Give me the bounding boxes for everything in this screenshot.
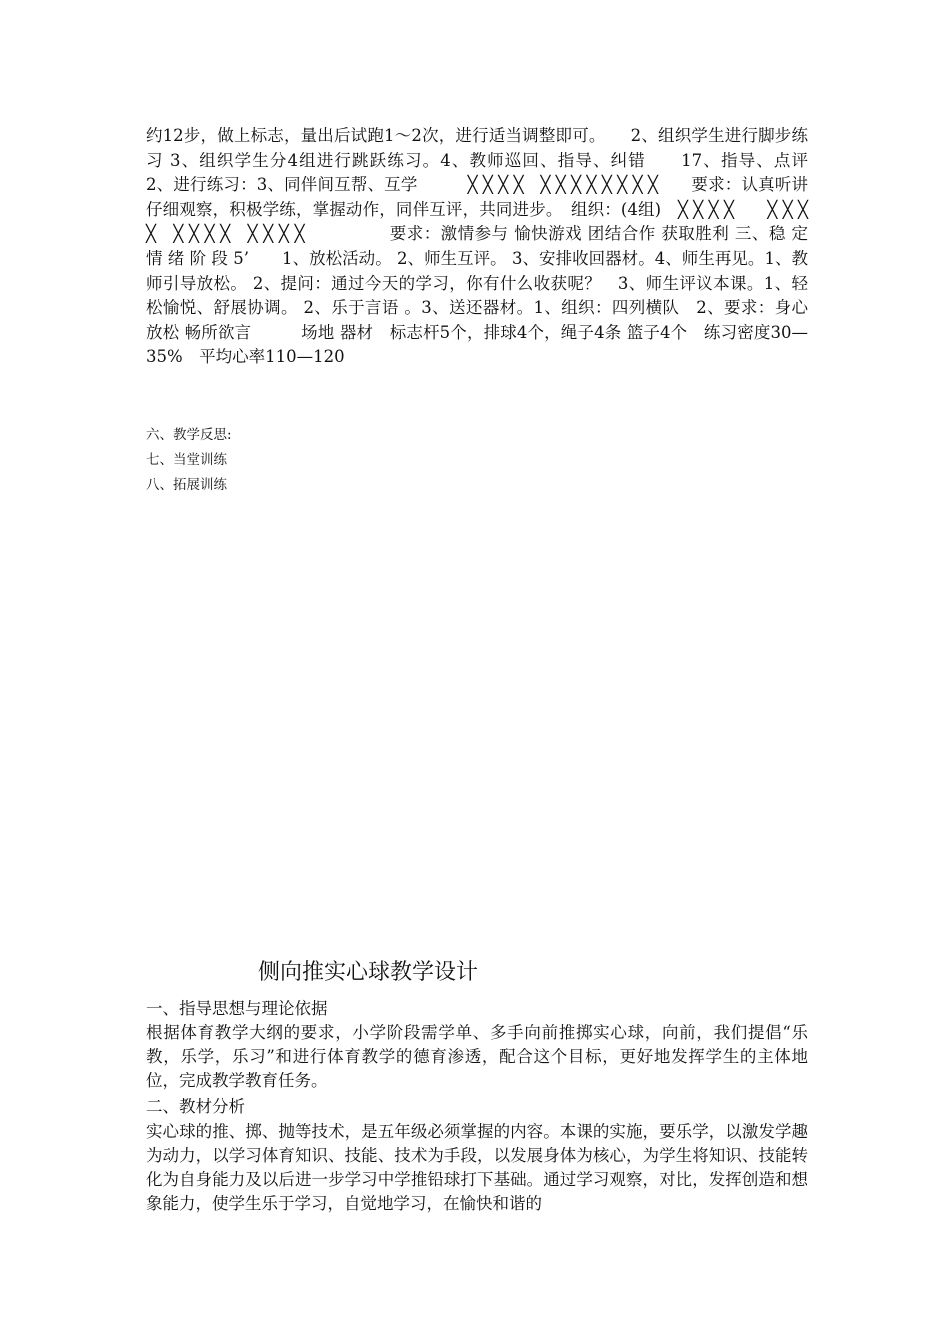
section-item-class-training: 七、当堂训练 bbox=[146, 452, 227, 468]
section1-heading: 一、指导思想与理论依据 bbox=[146, 999, 328, 1018]
section-item-extension-training: 八、拓展训练 bbox=[146, 477, 227, 493]
section1-body: 根据体育教学大纲的要求，小学阶段需学单、多手向前推掷实心球，向前，我们提倡“乐教，乐学，乐习”和进行体育教学的德育渗透，配合这个目标，更好地发挥学生的主体地位，完成教学教育任务。 bbox=[146, 1023, 808, 1090]
continued-lesson-paragraph: 约12步，做上标志，量出后试跑1～2次，进行适当调整即可。 2、组织学生进行脚步练习 3、组织学生分4组进行跳跃练习。4、教师巡回、指导、纠错 17、指导、点评 2、进行练习：3、同伴间互帮、互学 ╳ ╳ ╳ ╳ ╳ ╳ ╳ ╳ ╳ ╳ ╳ ╳ 要求：认真听讲 仔细观察，积极学练，掌握动作，同伴互评，共同进步。 组织：(4组) ╳ ╳ ╳ ╳ ╳ ╳ ╳ ╳ ╳ ╳ ╳ ╳ ╳ ╳ ╳ ╳ 要求：激情参与 愉快游戏 团结合作 获取胜利 三、稳 定 情 绪 阶 段 5’ 1、放松活动。 2、师生互评。 3、安排收回器材。4、师生再见。1、教师引导放松。 2、提问：通过今天的学习，你有什么收获呢？ 3、师生评议本课。1、轻松愉悦、舒展协调。 2、乐于言语 。3、送还器材。1、组织：四列横队 2、要求：身心放松 畅所欲言 场地 器材 标志杆5个，排球4个，绳子4条 篮子4个 练习密度30—35% 平均心率110—120 bbox=[146, 126, 825, 367]
section2-heading: 二、教材分析 bbox=[146, 1097, 245, 1116]
section2-body: 实心球的推、掷、抛等技术，是五年级必须掌握的内容。本课的实施，要乐学，以激发学趣为动力，以学习体育知识、技能、技术为手段，以发展身体为核心，为学生将知识、技能转化为自身能力及以后进一步学习中学推铅球打下基础。通过学习观察，对比，发挥创造和想象能力，使学生乐于学习，自觉地学习，在愉快和谐的 bbox=[146, 1122, 808, 1213]
section-item-reflection: 六、教学反思: bbox=[146, 427, 232, 443]
document-title: 侧向推实心球教学设计 bbox=[258, 960, 479, 985]
